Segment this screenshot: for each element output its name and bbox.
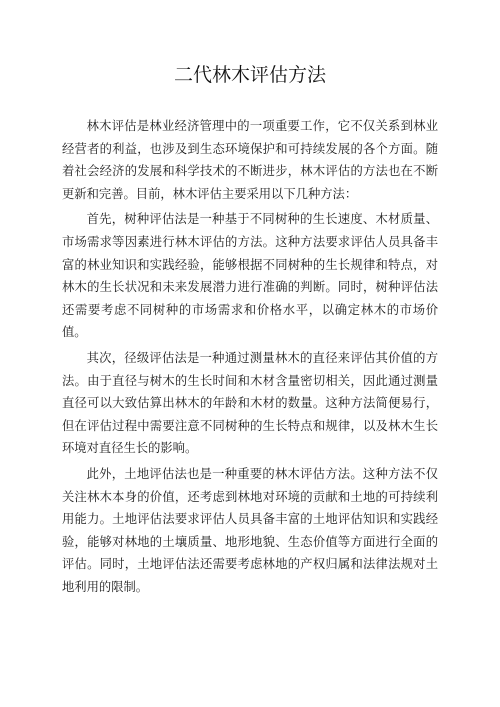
paragraph-diameter-method: 其次，径级评估法是一种通过测量林木的直径来评估其价值的方法。由于直径与树木的生长时间和木材含量密切相关，因此通过测量直径可以大致估算出林木的年龄和木材的数量。这种方法简便易行，但在评估过程中需要注意不同树种的生长特点和规律，以及林木生长环境对直径生长的影响。	[62, 350, 438, 456]
paragraph-intro: 林木评估是林业经济管理中的一项重要工作，它不仅关系到林业经营者的利益，也涉及到生态环境保护和可持续发展的各个方面。随着社会经济的发展和科学技术的不断进步，林木评估的方法也在不断更新和完善。目前，林木评估主要采用以下几种方法：	[62, 119, 438, 201]
document-body	[62, 115, 438, 601]
paragraph-land-method: 此外，土地评估法也是一种重要的林木评估方法。这种方法不仅关注林木本身的价值，还考虑到林地对环境的贡献和土地的可持续利用能力。土地评估法要求评估人员具备丰富的土地评估知识和实践经验，能够对林地的土壤质量、地形地貌、生态价值等方面进行全面的评估。同时，土地评估法还需要考虑林地的产权归属和法律法规对土地利用的限制。	[62, 466, 438, 594]
paragraph-species-method: 首先，树种评估法是一种基于不同树种的生长速度、木材质量、市场需求等因素进行林木评估的方法。这种方法要求评估人员具备丰富的林业知识和实践经验，能够根据不同树种的生长规律和特点，对林木的生长状况和未来发展潜力进行准确的判断。同时，树种评估法还需要考虑不同树种的市场需求和价格水平，以确定林木的市场价值。	[62, 212, 438, 340]
document-title: 二代林木评估方法	[173, 64, 326, 86]
